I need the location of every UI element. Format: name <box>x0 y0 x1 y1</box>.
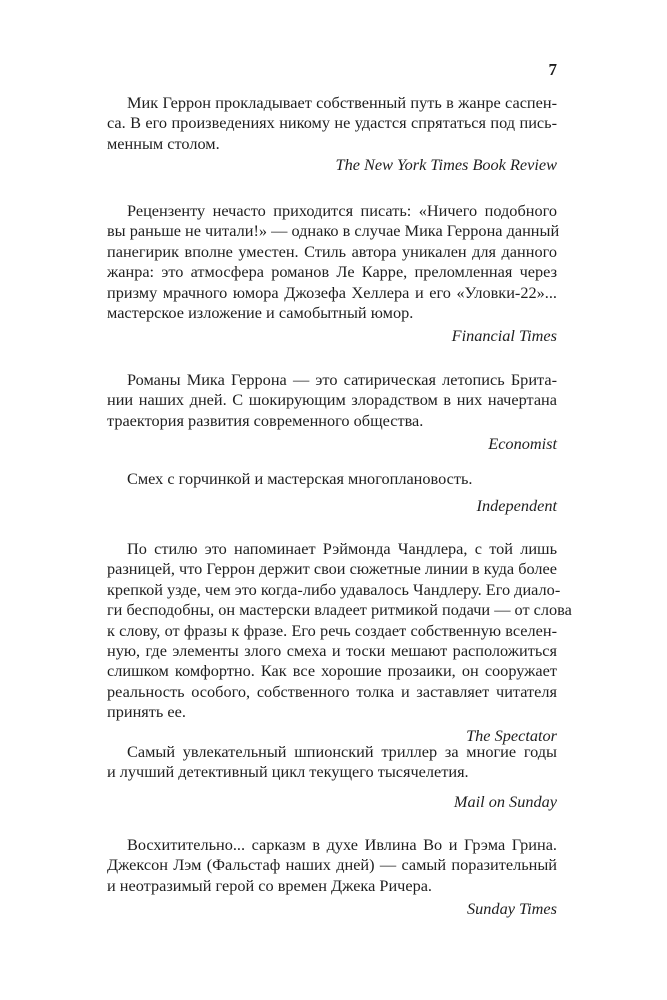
quote-line: и неотразимый герой со времен Джека Ричера. <box>107 875 433 895</box>
quote-line: Мик Геррон прокладывает собственный путь в жанре саспен- <box>127 93 557 112</box>
review-quote <box>107 370 557 455</box>
review-quote <box>107 742 557 813</box>
review-source: The Spectator <box>466 725 557 745</box>
quote-line: Джексон Лэм (Фальстаф наших дней) — самый поразительный <box>107 855 557 875</box>
review-source: Financial Times <box>451 326 557 346</box>
review-source: The New York Times Book Review <box>335 155 557 175</box>
quote-line: принять ее. <box>107 702 186 722</box>
quote-line: реальность особого, собственного толка и заставляет читателя <box>107 681 557 701</box>
review-quote <box>107 93 557 176</box>
review-source: Independent <box>476 496 557 516</box>
review-quote <box>107 539 572 747</box>
quote-line: Восхитительно... сарказм в духе Ивлина Во и Грэма Грина. <box>127 835 557 854</box>
quote-line: Романы Мика Геррона — это сатирическая летопись Брита- <box>127 370 557 389</box>
quote-line: крепкой узде, чем это когда-либо удавалось Чандлеру. Его диало- <box>107 579 561 599</box>
quote-line: Самый увлекательный шпионский триллер за многие годы <box>127 742 557 761</box>
quote-line: менным столом. <box>107 133 220 153</box>
quote-line: и лучший детективный цикл текущего тысячелетия. <box>107 762 469 782</box>
quote-line: ги бесподобны, он мастерски владеет ритмикой подачи — от слова <box>107 600 572 620</box>
quote-line: са. В его произведениях никому не удастся спрятаться под пись- <box>107 113 557 133</box>
quote-line: Смех с горчинкой и мастерская многоплановость. <box>127 469 473 488</box>
quote-line: По стилю это напоминает Рэймонда Чандлера, с той лишь <box>127 539 557 558</box>
review-quote <box>107 835 557 920</box>
quote-line: слишком комфортно. Как все хорошие прозаики, он сооружает <box>107 661 557 681</box>
review-source: Mail on Sunday <box>453 791 557 811</box>
page-number: 7 <box>548 60 557 79</box>
quote-line: панегирик вполне уместен. Стиль автора уникален для данного <box>107 241 557 261</box>
quote-line: призму мрачного юмора Джозефа Хеллера и его «Уловки-22»... <box>107 282 557 302</box>
quote-line: вы раньше не читали!» — однако в случае Мика Геррона данный <box>107 221 560 241</box>
quote-line: к слову, от фразы к фразе. Его речь создает собственную вселен- <box>107 620 557 640</box>
review-source: Sunday Times <box>467 899 557 919</box>
quote-line: нии наших дней. С шокирующим злорадством в них начертана <box>107 390 557 410</box>
quote-line: Рецензенту нечасто приходится писать: «Ничего подобного <box>127 201 557 220</box>
review-quote <box>107 201 560 347</box>
quote-line: жанра: это атмосфера романов Ле Карре, преломленная через <box>107 262 557 282</box>
quote-line: разницей, что Геррон держит свои сюжетные линии в куда более <box>107 559 557 579</box>
review-source: Economist <box>488 434 557 454</box>
quote-line: траектория развития современного общества. <box>107 410 424 430</box>
quote-line: мастерское изложение и самобытный юмор. <box>107 302 414 322</box>
review-quote <box>107 469 557 517</box>
quote-line: ную, где элементы злого смеха и тоски мешают расположиться <box>107 640 557 660</box>
